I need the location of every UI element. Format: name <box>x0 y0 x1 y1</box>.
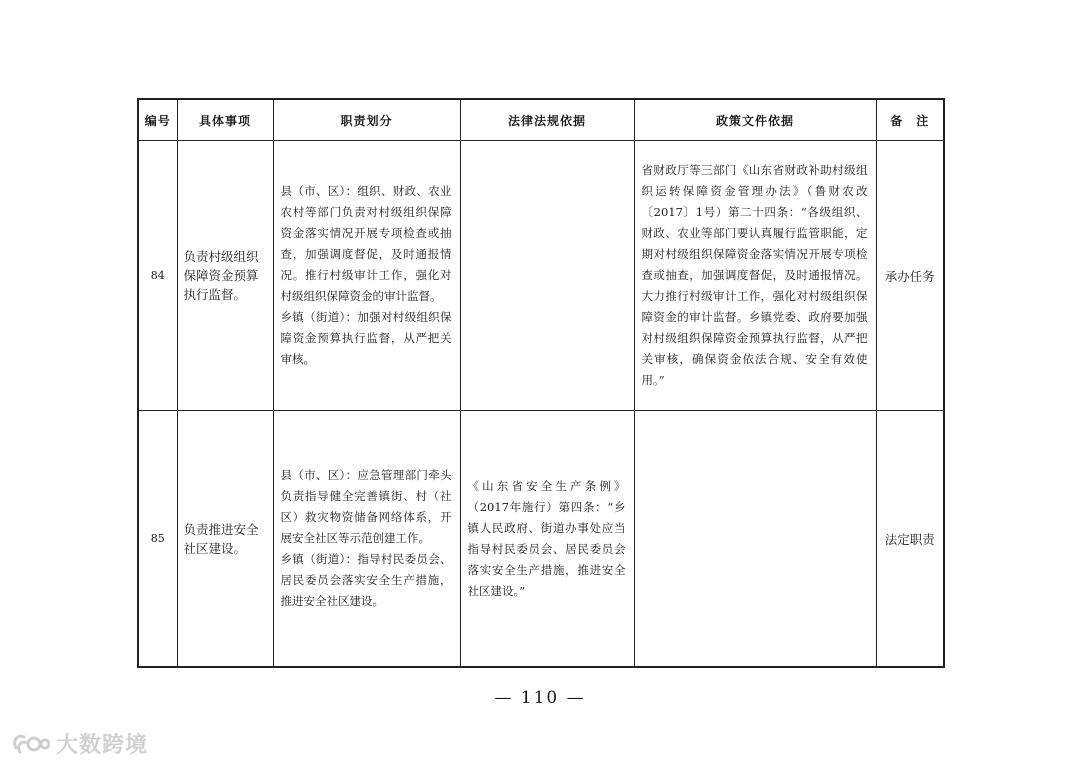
duty-township: 乡镇（街道）：指导村民委员会、居民委员会落实安全生产措施，推进安全社区建设。 <box>280 552 452 608</box>
row-note: 法定职责 <box>876 411 944 668</box>
table-header-row <box>138 99 944 141</box>
table-row <box>138 141 944 411</box>
row-duty <box>273 411 460 668</box>
duty-county: 县（市、区）：组织、财政、农业农村等部门负责对村级组织保障资金落实情况开展专项检查或抽查，加强调度督促，及时通报情况。推行村级审计工作，强化对村级组织保障资金的审计监督。 <box>280 184 452 303</box>
row-policy <box>634 411 876 668</box>
header-number: 编号 <box>138 99 177 141</box>
row-number: 84 <box>138 141 177 411</box>
header-law: 法律法规依据 <box>460 99 634 141</box>
header-duty: 职责划分 <box>273 99 460 141</box>
watermark-text: 大数跨境 <box>56 732 149 758</box>
row-policy: 省财政厅等三部门《山东省财政补助村级组织运转保障资金管理办法》（鲁财农改〔2017〕1号）第二十四条：“各级组织、财政、农业等部门要认真履行监管职能，定期对村级组织保障资金落实情况开展专项检查或抽查，加强调度督促，及时通报情况。大力推行村级审计工作，强化对村级组织保障资金的审计监督。乡镇党委、政府要加强对村级组织保障资金预算执行监督，从严把关审核，确保资金依法合规、安全有效使用。” <box>634 141 876 411</box>
page-number: — 110 — <box>494 688 586 708</box>
header-policy: 政策文件依据 <box>634 99 876 141</box>
weibo-style-logo-icon <box>10 728 50 758</box>
duty-table <box>137 98 945 668</box>
watermark <box>10 726 148 760</box>
row-item: 负责推进安全社区建设。 <box>177 411 273 668</box>
row-item: 负责村级组织保障资金预算执行监督。 <box>177 141 273 411</box>
row-number: 85 <box>138 411 177 668</box>
row-note: 承办任务 <box>876 141 944 411</box>
row-law: 《山东省安全生产条例》（2017年施行）第四条：“乡镇人民政府、街道办事处应当指导村民委员会、居民委员会落实安全生产措施，推进安全社区建设。” <box>460 411 634 668</box>
row-law <box>460 141 634 411</box>
header-note: 备 注 <box>876 99 944 141</box>
row-duty <box>273 141 460 411</box>
duty-township: 乡镇（街道）：加强对村级组织保障资金预算执行监督，从严把关审核。 <box>280 310 452 366</box>
header-item: 具体事项 <box>177 99 273 141</box>
duty-county: 县（市、区）：应急管理部门牵头负责指导健全完善镇街、村（社区）救灾物资储备网络体系，开展安全社区等示范创建工作。 <box>280 468 452 545</box>
table-row <box>138 411 944 668</box>
